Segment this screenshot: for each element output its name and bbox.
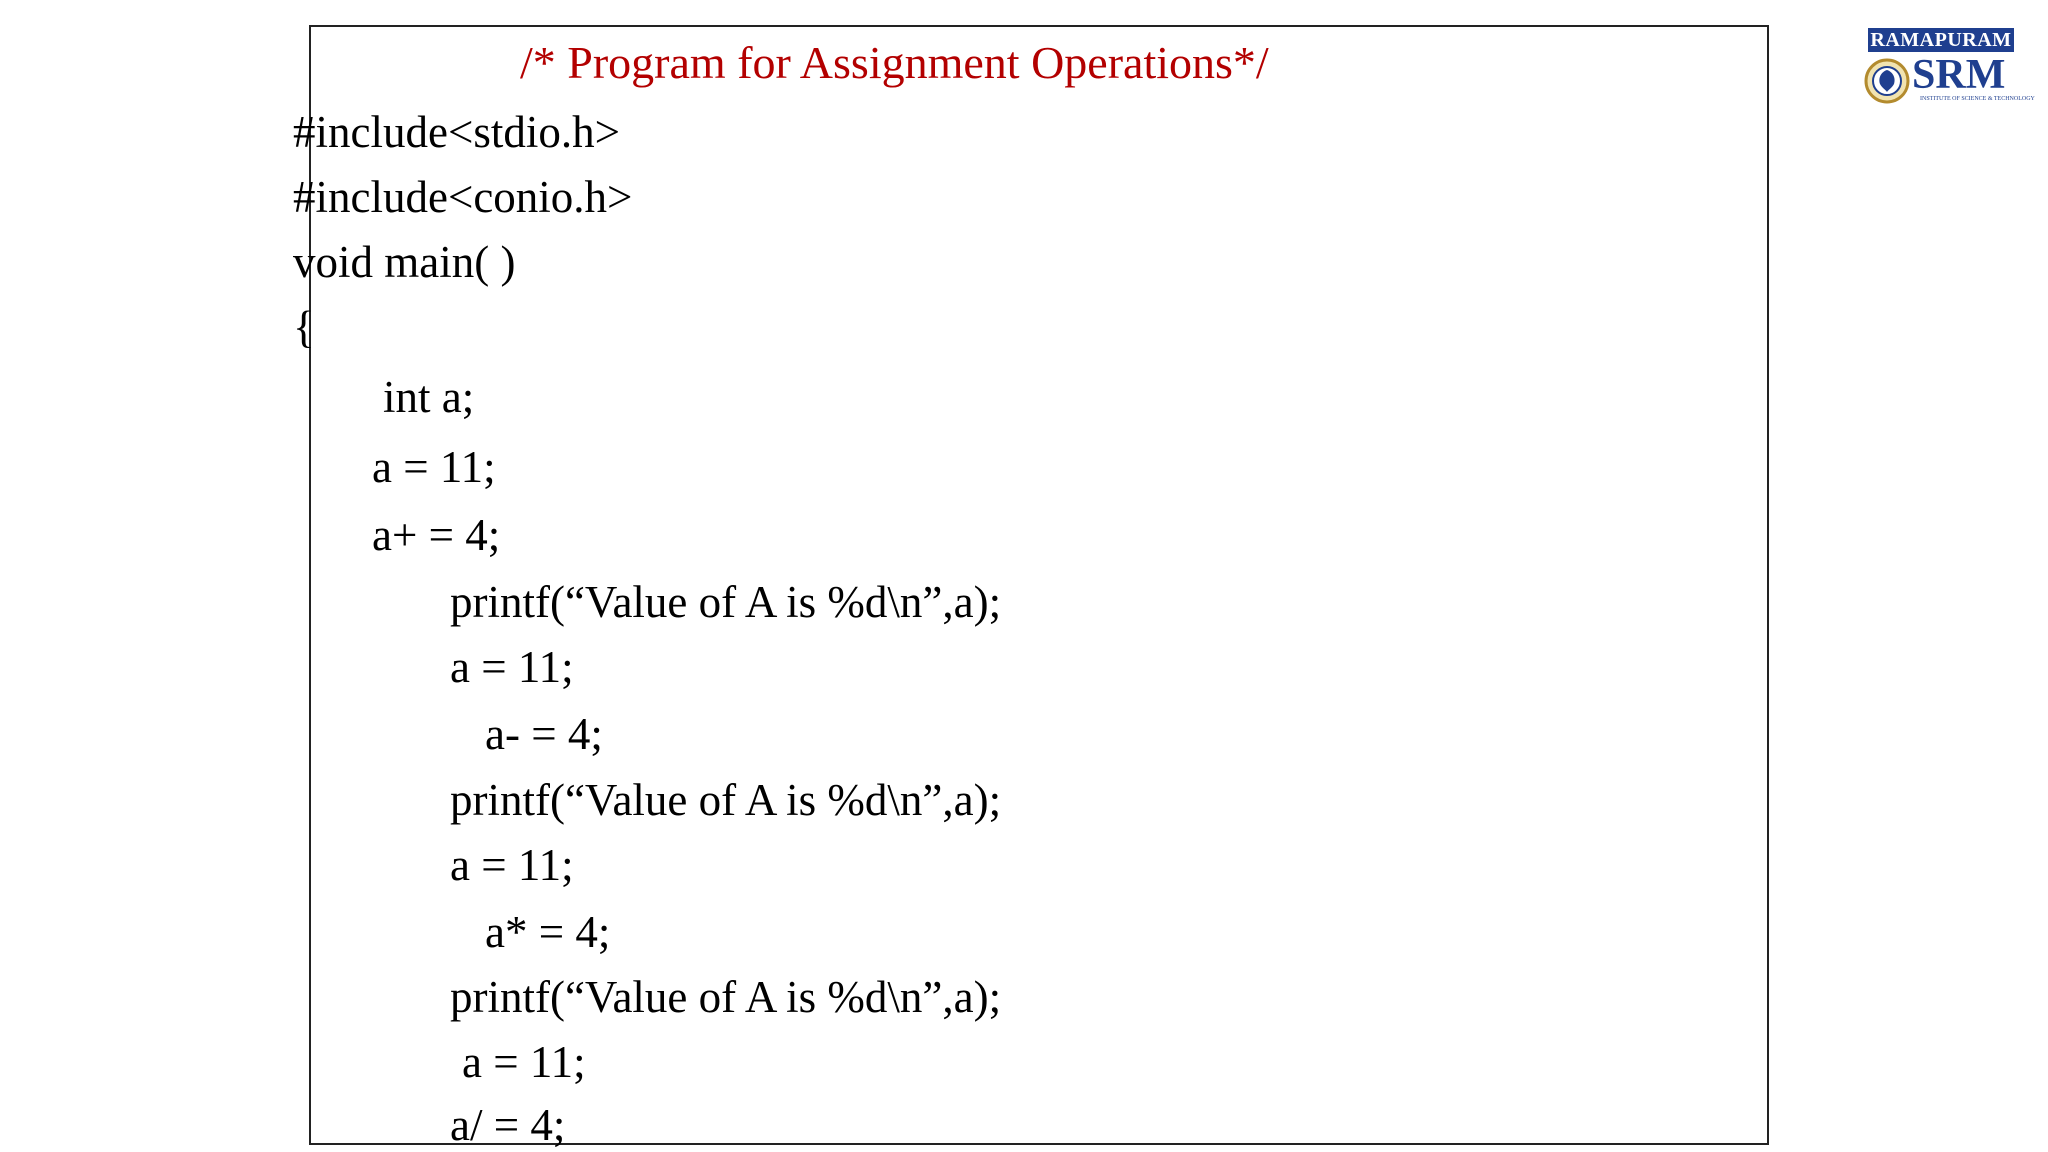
code-line-sub-assign: a- = 4; [485, 709, 603, 759]
program-title: /* Program for Assignment Operations*/ [520, 37, 1269, 88]
srm-logo [1862, 28, 2035, 108]
logo-main-text: SRM [1912, 52, 2006, 98]
code-line-div-assign: a/ = 4; [450, 1100, 566, 1150]
code-line-assign-1: a = 11; [372, 442, 496, 492]
code-line-printf-1: printf(“Value of A is %d\n”,a); [450, 577, 1002, 627]
logo-top-text: RAMAPURAM [1868, 28, 2014, 52]
code-line-printf-2: printf(“Value of A is %d\n”,a); [450, 775, 1002, 825]
code-line-main: void main( ) [293, 237, 516, 287]
code-line-assign-2: a = 11; [450, 642, 574, 692]
srm-emblem-icon [1864, 58, 1910, 104]
code-line-printf-3: printf(“Value of A is %d\n”,a); [450, 972, 1002, 1022]
code-line-include-stdio: #include<stdio.h> [293, 107, 620, 157]
code-line-declare: int a; [383, 372, 475, 422]
code-line-assign-4: a = 11; [462, 1037, 586, 1087]
code-line-open-brace: { [293, 302, 315, 352]
logo-sub-text: INSTITUTE OF SCIENCE & TECHNOLOGY [1920, 96, 2035, 102]
code-line-assign-3: a = 11; [450, 840, 574, 890]
code-line-mul-assign: a* = 4; [485, 907, 611, 957]
code-line-include-conio: #include<conio.h> [293, 172, 633, 222]
code-line-add-assign: a+ = 4; [372, 510, 501, 560]
